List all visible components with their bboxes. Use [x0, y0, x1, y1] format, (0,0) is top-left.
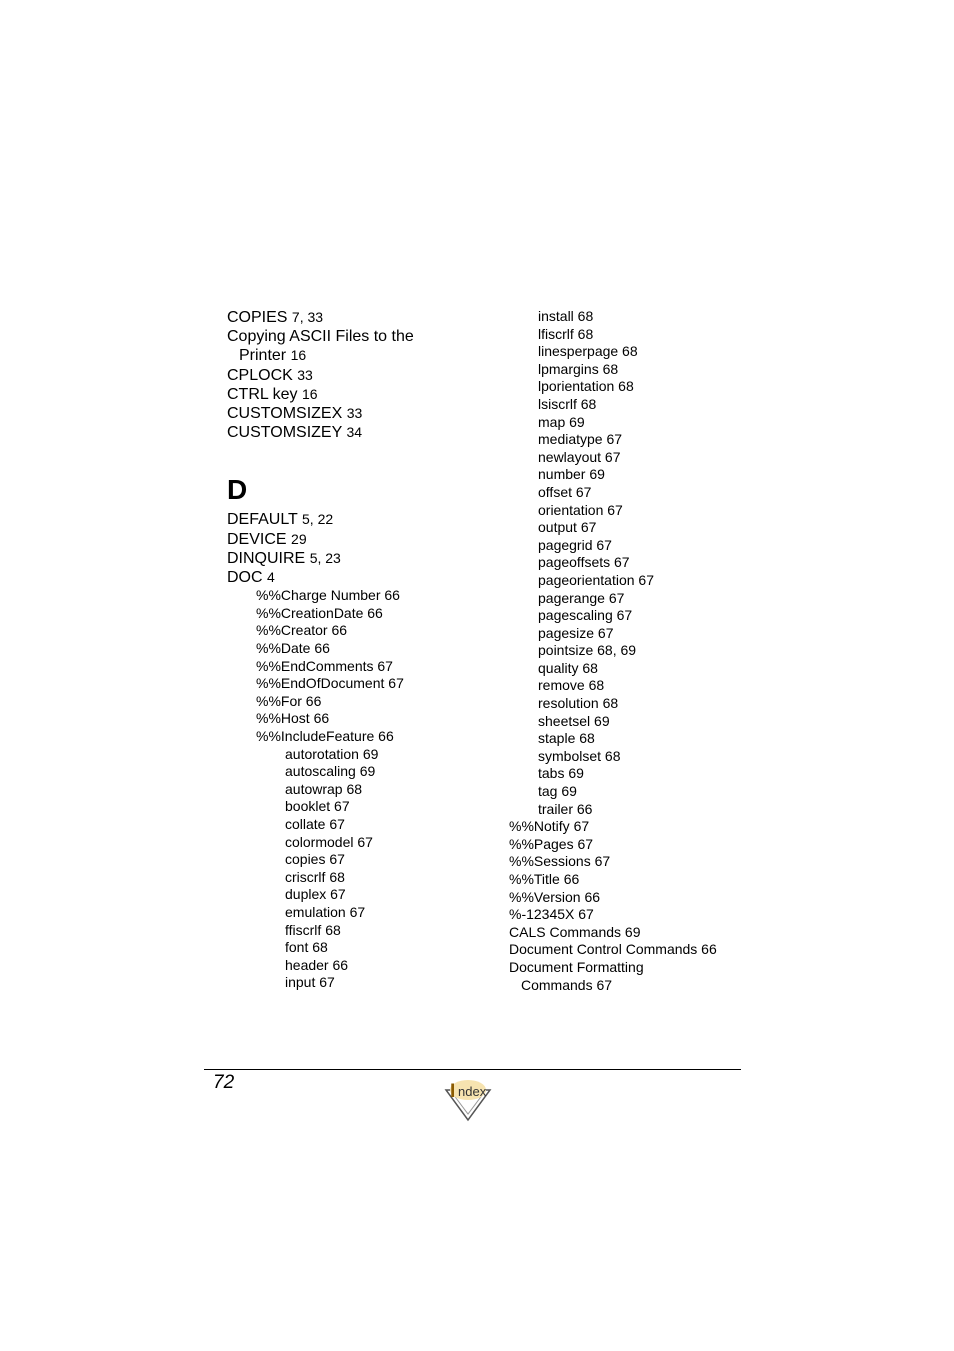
index-subsubentry: lpmargins 68	[538, 360, 619, 377]
index-subsubentry: lporientation 68	[538, 378, 634, 395]
index-subsubentry: pagerange 67	[538, 589, 625, 606]
index-entry-customsizex: CUSTOMSIZEX 33	[227, 405, 363, 423]
index-entry-copying-ascii-cont: Printer 16	[239, 347, 307, 365]
index-subsubentry: collate 67	[285, 815, 345, 832]
index-subentry: %%EndOfDocument 67	[256, 675, 404, 692]
index-subsubentry: copies 67	[285, 851, 345, 868]
index-subentry: %%CreationDate 66	[256, 604, 383, 621]
index-tab-icon[interactable]	[442, 1076, 494, 1124]
index-subsubentry: lsiscrlf 68	[538, 395, 597, 412]
index-subsubentry: pagesize 67	[538, 624, 614, 641]
index-subsubentry: duplex 67	[285, 886, 346, 903]
index-subsubentry: autorotation 69	[285, 745, 379, 762]
index-subsubentry: newlayout 67	[538, 448, 621, 465]
index-entry-ctrl-key: CTRL key 16	[227, 385, 318, 403]
index-subsubentry: staple 68	[538, 730, 595, 747]
index-subsubentry: number 69	[538, 466, 605, 483]
index-entry-copying-ascii: Copying ASCII Files to the	[227, 328, 414, 346]
index-tab-initial: I	[450, 1081, 456, 1102]
index-subsubentry: trailer 66	[538, 800, 593, 817]
index-subsubentry: header 66	[285, 956, 349, 973]
index-subentry: %%Sessions 67	[509, 853, 611, 870]
index-subsubentry: symbolset 68	[538, 747, 621, 764]
index-subentry: %%EndComments 67	[256, 657, 393, 674]
page-number: 72	[213, 1072, 235, 1093]
index-subentry: %%IncludeFeature 66	[256, 727, 394, 744]
index-subsubentry: pageorientation 67	[538, 571, 654, 588]
index-entry-device: DEVICE 29	[227, 530, 307, 548]
index-subentry: %%Charge Number 66	[256, 587, 400, 604]
index-subentry: Document Control Commands 66	[509, 941, 717, 958]
index-entry-doc: DOC 4	[227, 569, 275, 587]
index-subsubentry: emulation 67	[285, 903, 366, 920]
index-subentry: %%Title 66	[509, 871, 580, 887]
index-entry-dinquire: DINQUIRE 5, 23	[227, 549, 341, 567]
index-entry-copies: COPIES 7, 33	[227, 309, 324, 326]
index-subsubentry: pagegrid 67	[538, 536, 612, 553]
index-subsubentry: booklet 67	[285, 798, 350, 815]
index-subsubentry: map 69	[538, 413, 585, 430]
index-entry-customsizey: CUSTOMSIZEY 34	[227, 424, 363, 442]
index-subsubentry: autowrap 68	[285, 780, 363, 797]
index-tab-label: ndex	[458, 1084, 487, 1099]
index-subsubentry: pagescaling 67	[538, 607, 633, 624]
index-subentry: %%Pages 67	[509, 835, 594, 852]
index-subsubentry: resolution 68	[538, 695, 619, 712]
index-subentry: %%Date 66	[256, 640, 330, 657]
index-subsubentry: quality 68	[538, 659, 598, 676]
index-subentry: Document Formatting	[509, 958, 644, 975]
footer-rule	[204, 1069, 741, 1070]
index-subsubentry: tag 69	[538, 783, 577, 800]
index-subentry: %%Creator 66	[256, 622, 348, 639]
index-subsubentry: offset 67	[538, 483, 592, 500]
index-subsubentry: output 67	[538, 519, 597, 536]
index-subsubentry: install 68	[538, 308, 594, 324]
index-subentry: %%Version 66	[509, 888, 601, 905]
index-subentry: %-12345X 67	[509, 906, 594, 923]
index-subsubentry: input 67	[285, 974, 335, 991]
index-subsubentry: colormodel 67	[285, 833, 373, 850]
index-entry-cplock: CPLOCK 33	[227, 366, 313, 384]
index-subentry: %%For 66	[256, 692, 322, 709]
index-subsubentry: pointsize 68, 69	[538, 642, 637, 659]
index-subsubentry: mediatype 67	[538, 431, 623, 448]
index-subsubentry: tabs 69	[538, 765, 584, 782]
index-subsubentry: remove 68	[538, 677, 605, 694]
index-subsubentry: criscrlf 68	[285, 868, 345, 885]
section-letter-d: D	[227, 474, 248, 506]
right-index-column	[509, 308, 769, 994]
index-subsubentry: autoscaling 69	[285, 763, 376, 780]
index-subsubentry: font 68	[285, 939, 328, 956]
index-subentry: %%Notify 67	[509, 818, 590, 835]
index-subentry: %%Host 66	[256, 710, 330, 727]
index-subsubentry: sheetsel 69	[538, 712, 610, 729]
index-subentry-cont: Commands 67	[521, 976, 613, 993]
index-subsubentry: lfiscrlf 68	[538, 325, 594, 342]
index-subsubentry: orientation 67	[538, 501, 623, 518]
index-subsubentry: ffiscrlf 68	[285, 921, 341, 938]
index-subsubentry: linesperpage 68	[538, 343, 638, 360]
left-index-column	[227, 308, 497, 992]
index-entry-default: DEFAULT 5, 22	[227, 511, 334, 529]
index-subsubentry: pageoffsets 67	[538, 554, 630, 571]
index-subentry: CALS Commands 69	[509, 923, 641, 940]
